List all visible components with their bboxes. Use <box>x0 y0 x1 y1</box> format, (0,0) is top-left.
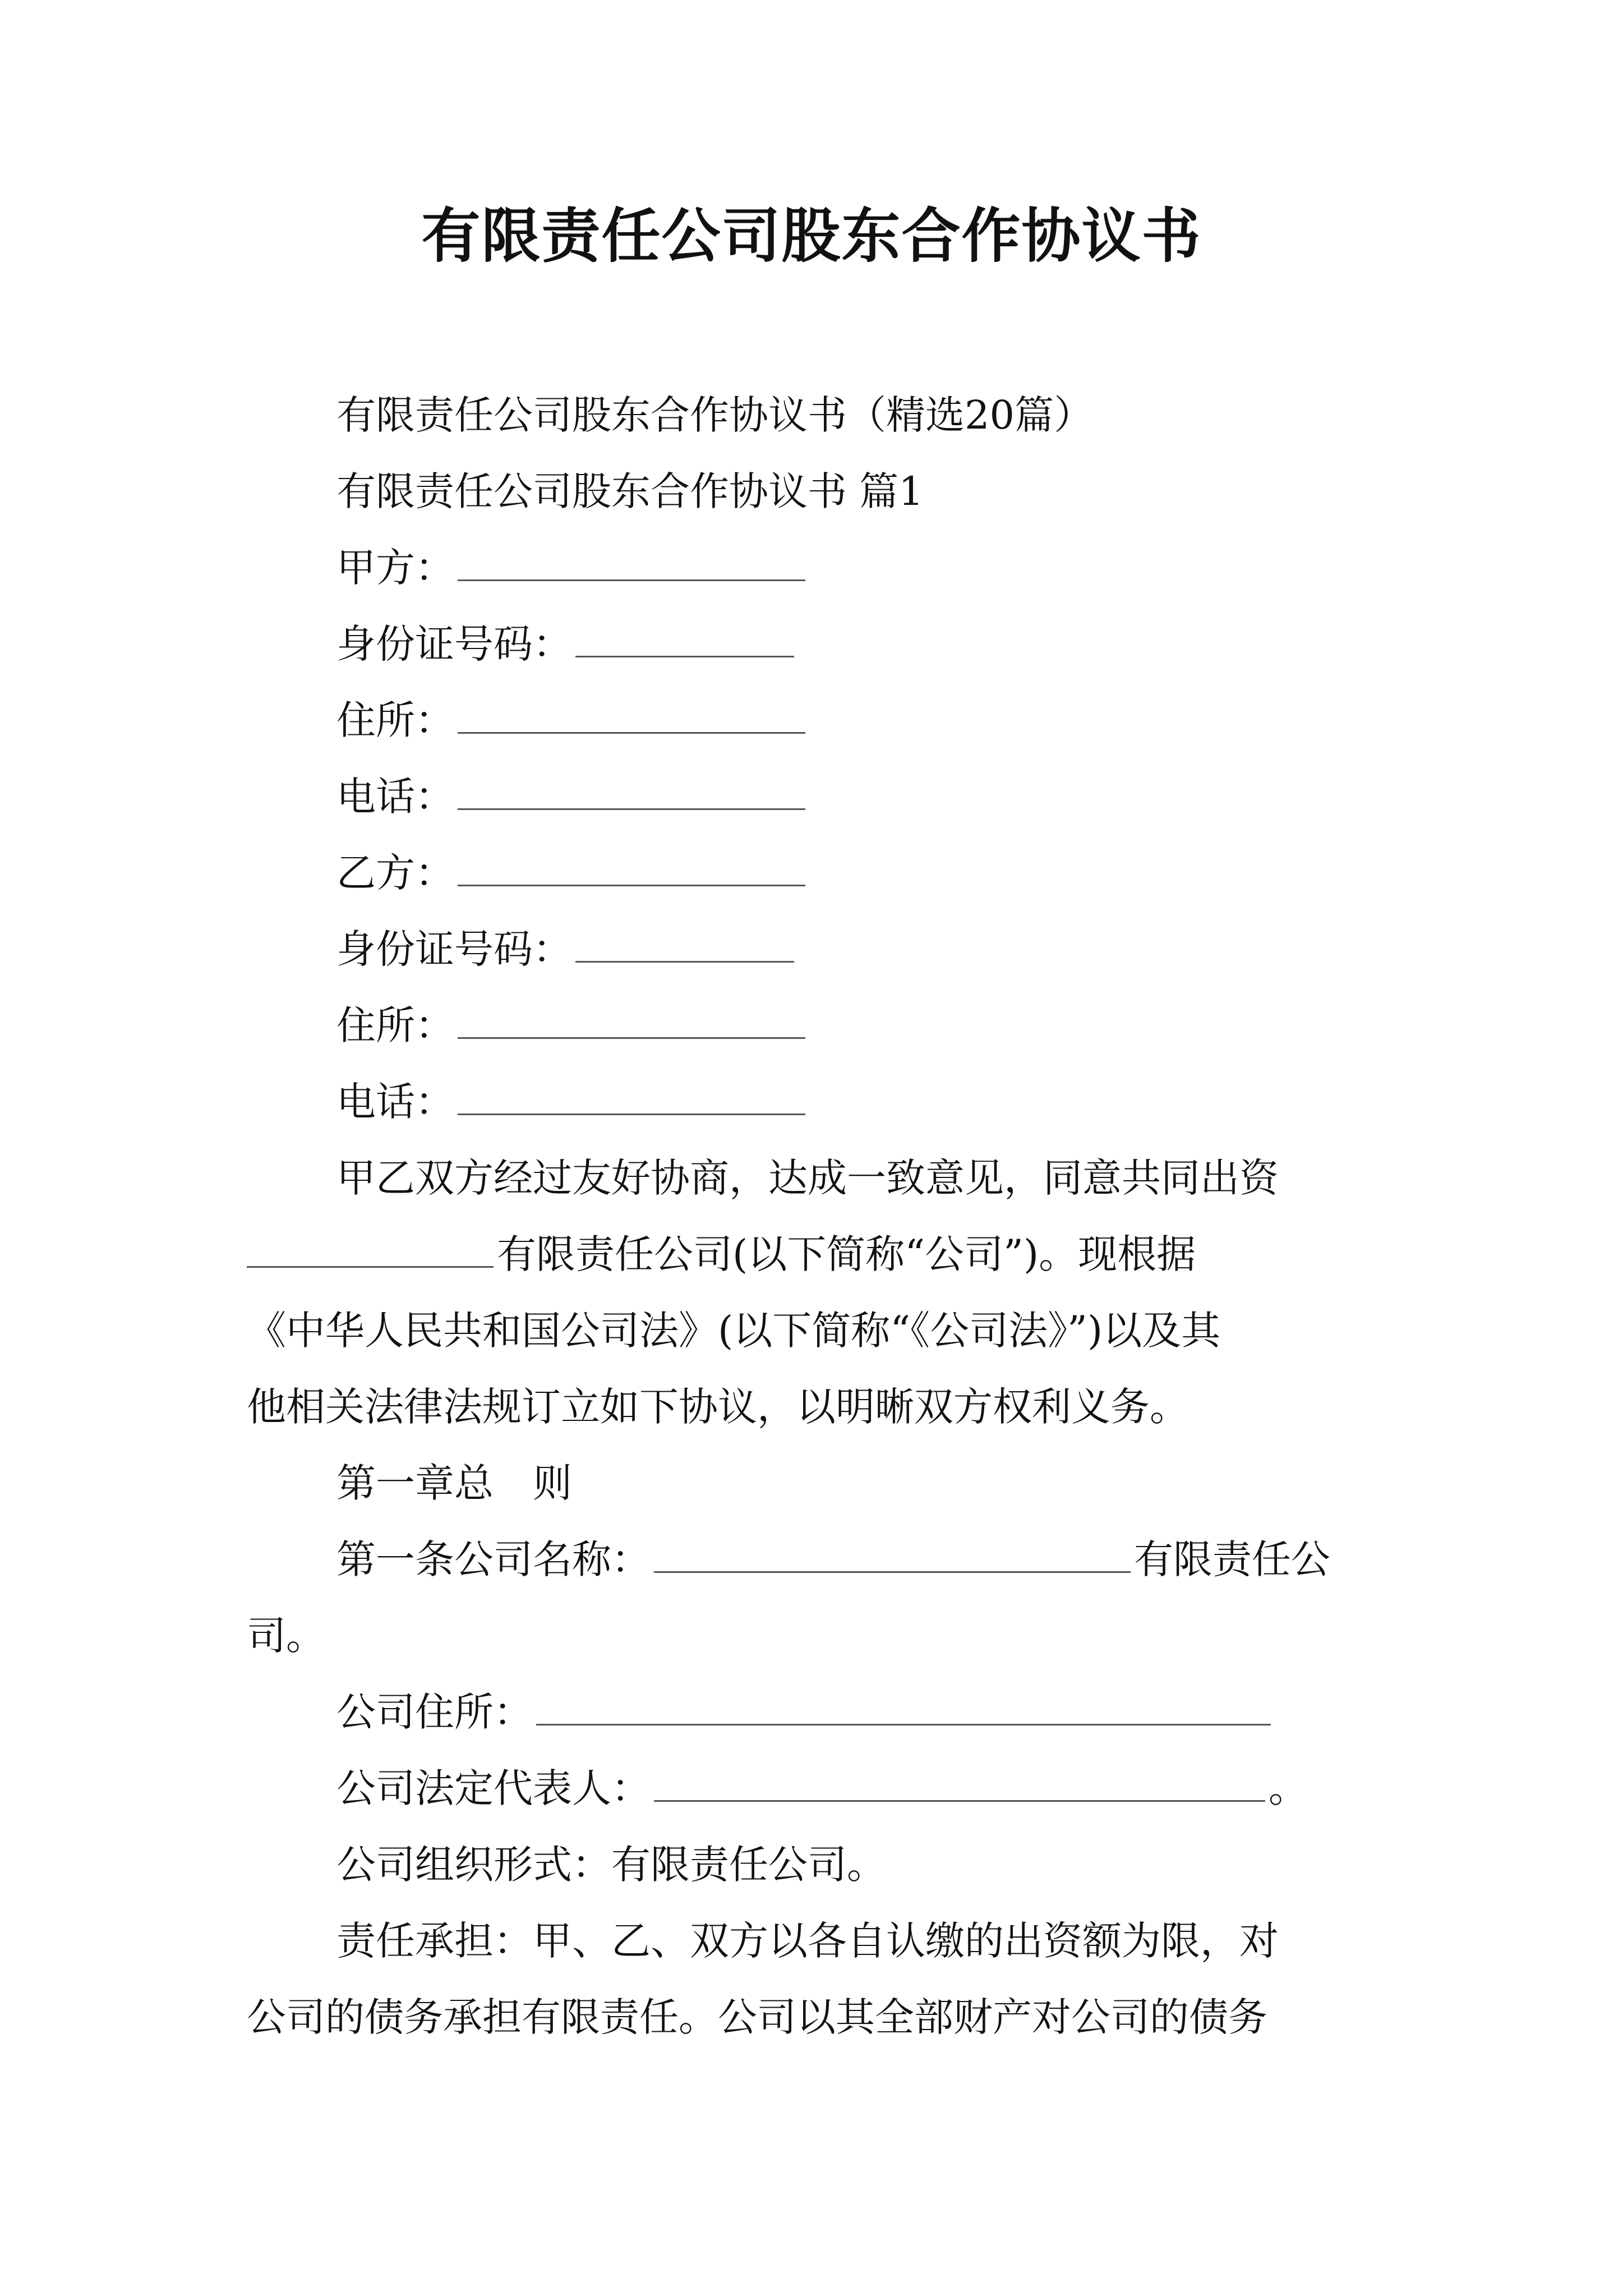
party-b-id-blank[interactable] <box>575 927 794 963</box>
party-a-id-blank[interactable] <box>575 622 794 657</box>
party-b-blank[interactable] <box>458 851 805 886</box>
article1-name-row <box>336 1531 1330 1588</box>
party-a-phone-label: 电话： <box>336 774 454 820</box>
party-b-phone-blank[interactable] <box>458 1080 805 1115</box>
article1-name-blank[interactable] <box>654 1538 1131 1573</box>
article1-name-suffix: 有限责任公 <box>1134 1536 1330 1582</box>
article1-rep-row <box>336 1760 1308 1816</box>
article1-rep-end: 。 <box>1269 1765 1308 1811</box>
intro-line-4: 他相关法律法规订立如下协议，以明晰双方权利义务。 <box>247 1384 1189 1430</box>
party-b-address-blank[interactable] <box>458 1004 805 1039</box>
article1-address-blank[interactable] <box>536 1690 1271 1726</box>
subtitle: 有限责任公司股东合作协议书（精选20篇） <box>336 392 1094 438</box>
party-b-label: 乙方： <box>336 850 454 896</box>
party-a-id-row <box>336 616 797 672</box>
article1-address-label: 公司住所： <box>336 1689 533 1735</box>
party-b-id-label: 身份证号码： <box>336 926 572 972</box>
intro-line-1: 甲乙双方经过友好协商，达成一致意见，同意共同出资 <box>336 1155 1279 1201</box>
document-title: 有限责任公司股东合作协议书 <box>421 201 1202 270</box>
article1-form: 公司组织形式：有限责任公司。 <box>336 1842 886 1888</box>
article1-rep-label: 公司法定代表人： <box>336 1765 651 1811</box>
party-a-address-label: 住所： <box>336 697 454 743</box>
article1-liability-line-2: 公司的债务承担有限责任。公司以其全部财产对公司的债务 <box>247 1994 1267 2040</box>
article1-name-label: 第一条公司名称： <box>336 1536 651 1582</box>
party-b-id-row <box>336 921 797 977</box>
article1-rep-blank[interactable] <box>654 1766 1265 1802</box>
article1-address-row <box>336 1684 1274 1740</box>
article1-name-wrap: 司。 <box>247 1613 325 1659</box>
party-a-blank[interactable] <box>458 546 805 581</box>
party-b-row <box>336 845 809 901</box>
party-b-address-row <box>336 997 809 1053</box>
chapter-heading: 第一章总 则 <box>336 1460 572 1506</box>
company-name-blank[interactable] <box>247 1232 494 1268</box>
intro-line-2-text: 有限责任公司(以下简称“公司”)。现根据 <box>497 1231 1196 1277</box>
party-a-phone-row <box>336 769 809 825</box>
intro-line-2 <box>247 1226 1196 1282</box>
party-b-phone-label: 电话： <box>336 1079 454 1125</box>
party-b-phone-row <box>336 1074 809 1130</box>
party-a-phone-blank[interactable] <box>458 775 805 810</box>
party-a-address-row <box>336 692 809 748</box>
section-heading: 有限责任公司股东合作协议书 篇1 <box>336 468 924 514</box>
intro-line-3: 《中华人民共和国公司法》(以下简称“《公司法》”)以及其 <box>247 1308 1221 1354</box>
party-a-row <box>336 540 809 596</box>
party-a-id-label: 身份证号码： <box>336 621 572 667</box>
article1-liability-line-1: 责任承担：甲、乙、双方以各自认缴的出资额为限，对 <box>336 1918 1279 1964</box>
party-b-address-label: 住所： <box>336 1002 454 1048</box>
party-a-label: 甲方： <box>336 545 454 591</box>
party-a-address-blank[interactable] <box>458 698 805 734</box>
